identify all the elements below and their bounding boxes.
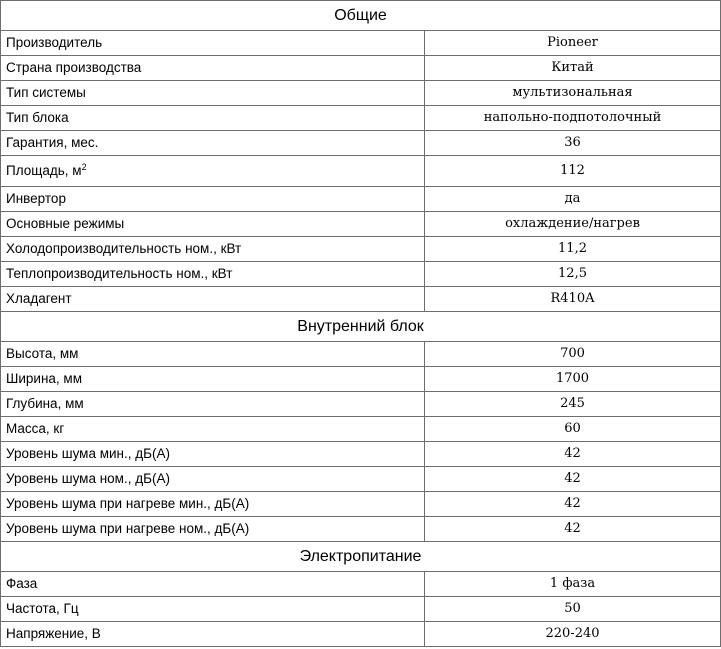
- table-row: [1, 367, 721, 392]
- row-label: [1, 156, 425, 187]
- table-row: [1, 287, 721, 312]
- row-value: напольно-подпотолочный: [425, 106, 721, 131]
- row-value: 1 фаза: [425, 572, 721, 597]
- row-value: 60: [425, 417, 721, 442]
- row-value: Китай: [425, 56, 721, 81]
- row-label: Ширина, мм: [1, 367, 425, 392]
- table-row: [1, 156, 721, 187]
- row-value: охлаждение/нагрев: [425, 212, 721, 237]
- row-value: да: [425, 187, 721, 212]
- row-value: 50: [425, 597, 721, 622]
- row-value: 1700: [425, 367, 721, 392]
- row-value: 700: [425, 342, 721, 367]
- table-row: [1, 597, 721, 622]
- row-value: 11,2: [425, 237, 721, 262]
- row-label: Уровень шума при нагреве ном., дБ(А): [1, 517, 425, 542]
- row-value: 42: [425, 492, 721, 517]
- row-label: Гарантия, мес.: [1, 131, 425, 156]
- row-label: Производитель: [1, 31, 425, 56]
- row-value: мультизональная: [425, 81, 721, 106]
- row-label: Основные режимы: [1, 212, 425, 237]
- row-label: Фаза: [1, 572, 425, 597]
- table-row: [1, 492, 721, 517]
- row-label: Масса, кг: [1, 417, 425, 442]
- row-label: Холодопроизводительность ном., кВт: [1, 237, 425, 262]
- table-row: [1, 131, 721, 156]
- table-row: [1, 56, 721, 81]
- table-row: [1, 392, 721, 417]
- table-row: [1, 31, 721, 56]
- section-title: Электропитание: [1, 542, 721, 572]
- row-label: Инвертор: [1, 187, 425, 212]
- section-header-power-supply: [1, 542, 721, 572]
- table-row: [1, 442, 721, 467]
- row-value: 245: [425, 392, 721, 417]
- row-label: Уровень шума мин., дБ(А): [1, 442, 425, 467]
- section-header-indoor-unit: [1, 312, 721, 342]
- row-label: Частота, Гц: [1, 597, 425, 622]
- row-label: Хладагент: [1, 287, 425, 312]
- table-row: [1, 572, 721, 597]
- table-row: [1, 262, 721, 287]
- table-row: [1, 342, 721, 367]
- table-row: [1, 237, 721, 262]
- table-row: [1, 622, 721, 647]
- table-row: [1, 212, 721, 237]
- row-label: Тип блока: [1, 106, 425, 131]
- table-row: [1, 417, 721, 442]
- section-title: Общие: [1, 1, 721, 31]
- section-title: Внутренний блок: [1, 312, 721, 342]
- table-row: [1, 106, 721, 131]
- row-label: Уровень шума ном., дБ(А): [1, 467, 425, 492]
- row-label: Страна производства: [1, 56, 425, 81]
- row-value: 220-240: [425, 622, 721, 647]
- row-label-text: Площадь, м: [6, 163, 82, 178]
- row-value: 42: [425, 467, 721, 492]
- row-label: Высота, мм: [1, 342, 425, 367]
- row-value: Pioneer: [425, 31, 721, 56]
- row-label: Напряжение, В: [1, 622, 425, 647]
- table-row: [1, 467, 721, 492]
- superscript: 2: [81, 162, 87, 172]
- row-value: 112: [425, 156, 721, 187]
- row-value: 12,5: [425, 262, 721, 287]
- table-row: [1, 187, 721, 212]
- table-row: [1, 517, 721, 542]
- row-label: Тип системы: [1, 81, 425, 106]
- table-row: [1, 81, 721, 106]
- row-value: R410A: [425, 287, 721, 312]
- row-label: Уровень шума при нагреве мин., дБ(А): [1, 492, 425, 517]
- row-label: Глубина, мм: [1, 392, 425, 417]
- row-value: 42: [425, 517, 721, 542]
- row-label: Теплопроизводительность ном., кВт: [1, 262, 425, 287]
- row-value: 42: [425, 442, 721, 467]
- section-header-general: [1, 1, 721, 31]
- row-value: 36: [425, 131, 721, 156]
